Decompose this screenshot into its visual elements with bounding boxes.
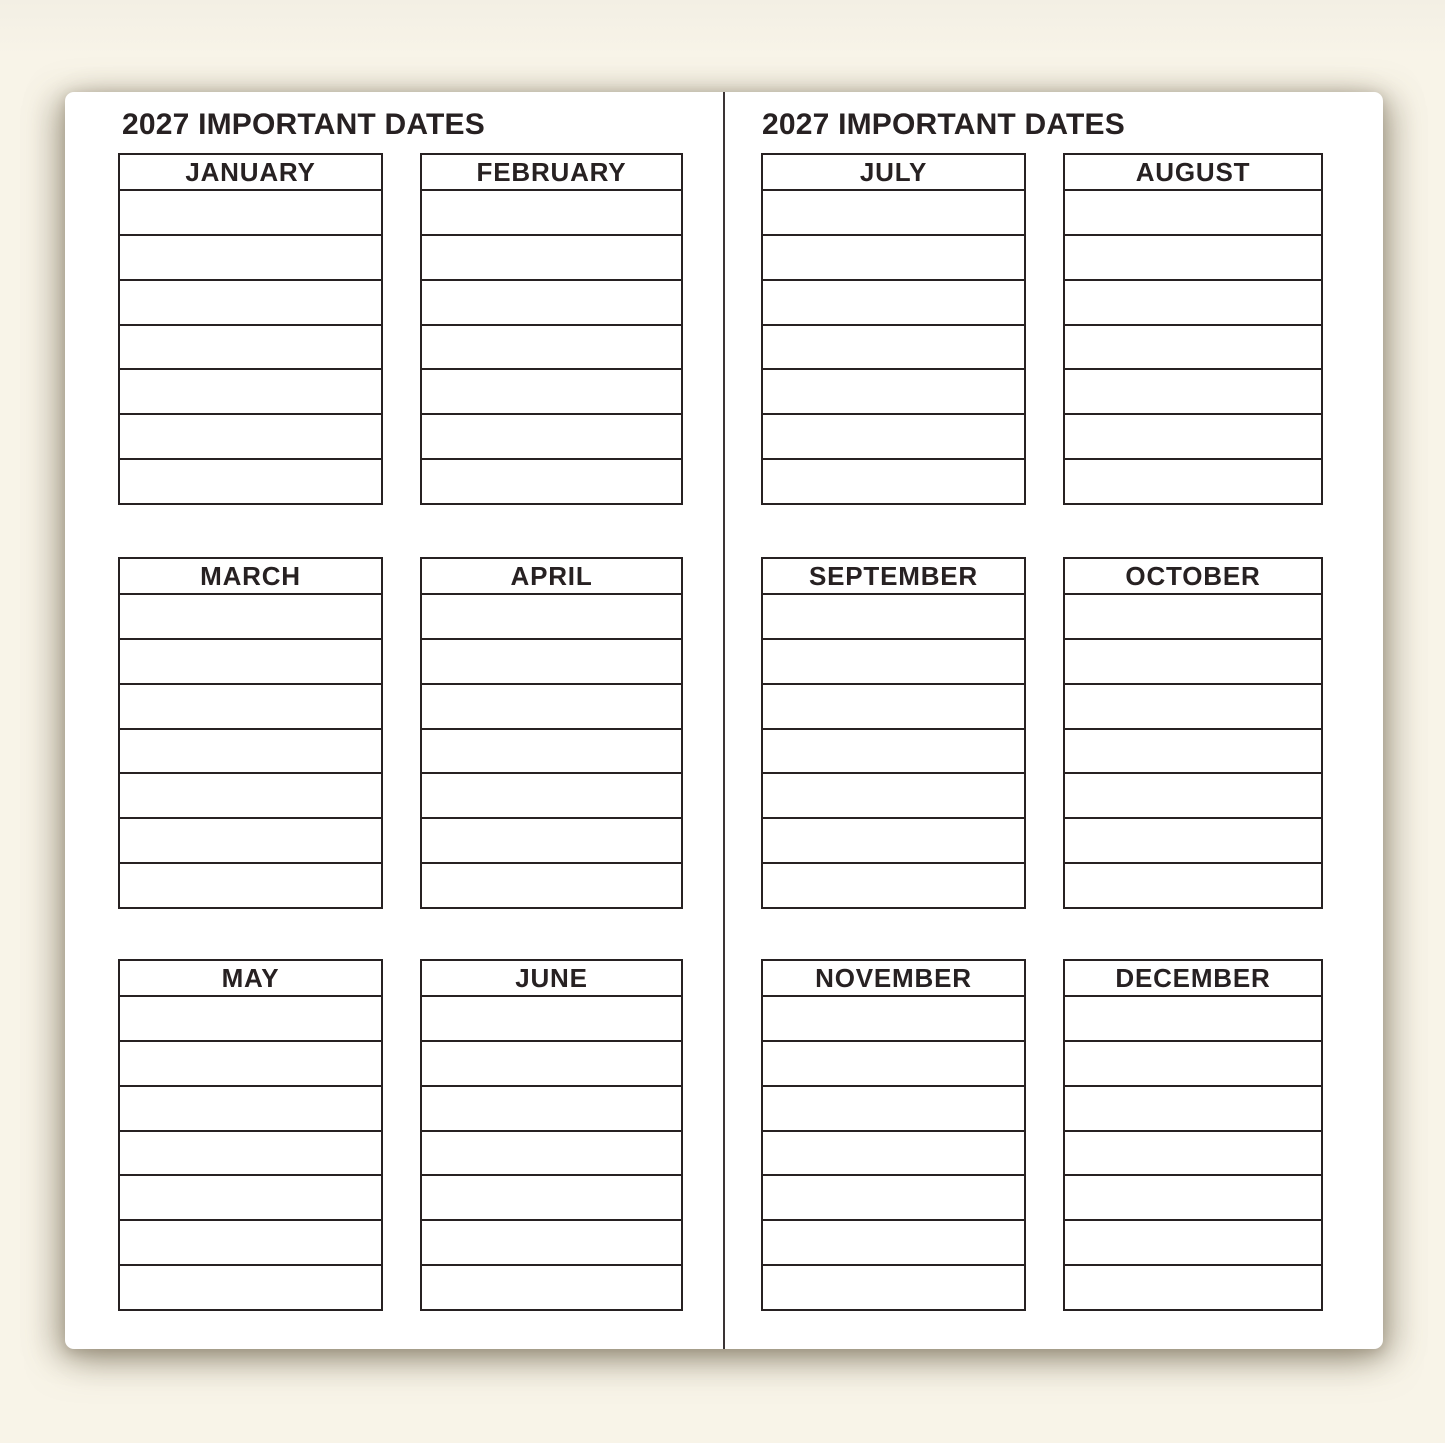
blank-entry-row	[763, 1176, 1024, 1221]
blank-entry-row	[422, 1132, 681, 1177]
blank-entry-row	[1065, 370, 1321, 415]
blank-entry-row	[120, 1132, 381, 1177]
blank-entry-row	[120, 685, 381, 730]
blank-entry-row	[422, 819, 681, 864]
blank-entry-row	[763, 370, 1024, 415]
blank-entry-row	[763, 236, 1024, 281]
blank-entry-row	[1065, 1176, 1321, 1221]
month-table-october	[1063, 557, 1323, 909]
blank-entry-row	[763, 1266, 1024, 1309]
blank-entry-row	[763, 281, 1024, 326]
blank-entry-row	[422, 595, 681, 640]
blank-entry-row	[120, 774, 381, 819]
blank-entry-row	[422, 236, 681, 281]
blank-entry-row	[120, 997, 381, 1042]
blank-entry-row	[1065, 191, 1321, 236]
month-rows-september	[763, 595, 1024, 907]
month-rows-december	[1065, 997, 1321, 1309]
blank-entry-row	[1065, 1266, 1321, 1309]
center-spine-divider	[723, 92, 725, 1349]
blank-entry-row	[422, 1176, 681, 1221]
blank-entry-row	[1065, 1221, 1321, 1266]
month-rows-march	[120, 595, 381, 907]
month-table-july	[761, 153, 1026, 505]
blank-entry-row	[1065, 774, 1321, 819]
blank-entry-row	[120, 1266, 381, 1309]
blank-entry-row	[422, 685, 681, 730]
blank-entry-row	[120, 1087, 381, 1132]
blank-entry-row	[763, 1042, 1024, 1087]
blank-entry-row	[120, 819, 381, 864]
blank-entry-row	[1065, 1087, 1321, 1132]
blank-entry-row	[763, 640, 1024, 685]
month-header-july: JULY	[763, 155, 1024, 191]
blank-entry-row	[763, 864, 1024, 907]
blank-entry-row	[120, 1176, 381, 1221]
blank-entry-row	[422, 1087, 681, 1132]
month-table-march	[118, 557, 383, 909]
month-table-august	[1063, 153, 1323, 505]
month-header-may: MAY	[120, 961, 381, 997]
blank-entry-row	[1065, 997, 1321, 1042]
blank-entry-row	[120, 370, 381, 415]
blank-entry-row	[1065, 1042, 1321, 1087]
blank-entry-row	[763, 819, 1024, 864]
blank-entry-row	[422, 1221, 681, 1266]
blank-entry-row	[422, 864, 681, 907]
blank-entry-row	[1065, 460, 1321, 503]
blank-entry-row	[763, 1132, 1024, 1177]
blank-entry-row	[120, 415, 381, 460]
month-table-november	[761, 959, 1026, 1311]
month-header-february: FEBRUARY	[422, 155, 681, 191]
blank-entry-row	[763, 191, 1024, 236]
blank-entry-row	[1065, 640, 1321, 685]
blank-entry-row	[422, 774, 681, 819]
month-header-september: SEPTEMBER	[763, 559, 1024, 595]
month-header-august: AUGUST	[1065, 155, 1321, 191]
month-rows-october	[1065, 595, 1321, 907]
blank-entry-row	[422, 415, 681, 460]
blank-entry-row	[422, 191, 681, 236]
blank-entry-row	[422, 460, 681, 503]
blank-entry-row	[763, 1087, 1024, 1132]
blank-entry-row	[1065, 595, 1321, 640]
month-table-september	[761, 557, 1026, 909]
blank-entry-row	[120, 730, 381, 775]
blank-entry-row	[763, 997, 1024, 1042]
blank-entry-row	[763, 774, 1024, 819]
month-rows-november	[763, 997, 1024, 1309]
blank-entry-row	[422, 1042, 681, 1087]
month-table-february	[420, 153, 683, 505]
blank-entry-row	[763, 415, 1024, 460]
blank-entry-row	[120, 460, 381, 503]
month-rows-july	[763, 191, 1024, 503]
blank-entry-row	[1065, 326, 1321, 371]
month-rows-june	[422, 997, 681, 1309]
blank-entry-row	[1065, 1132, 1321, 1177]
planner-open-spread	[65, 92, 1383, 1349]
blank-entry-row	[1065, 864, 1321, 907]
month-header-march: MARCH	[120, 559, 381, 595]
blank-entry-row	[120, 595, 381, 640]
blank-entry-row	[120, 281, 381, 326]
blank-entry-row	[422, 370, 681, 415]
blank-entry-row	[763, 1221, 1024, 1266]
month-header-october: OCTOBER	[1065, 559, 1321, 595]
month-rows-may	[120, 997, 381, 1309]
blank-entry-row	[422, 326, 681, 371]
month-rows-august	[1065, 191, 1321, 503]
blank-entry-row	[763, 685, 1024, 730]
month-rows-february	[422, 191, 681, 503]
blank-entry-row	[763, 326, 1024, 371]
month-rows-january	[120, 191, 381, 503]
blank-entry-row	[422, 997, 681, 1042]
blank-entry-row	[422, 640, 681, 685]
month-header-december: DECEMBER	[1065, 961, 1321, 997]
blank-entry-row	[120, 1042, 381, 1087]
month-table-may	[118, 959, 383, 1311]
month-header-april: APRIL	[422, 559, 681, 595]
blank-entry-row	[120, 1221, 381, 1266]
month-rows-april	[422, 595, 681, 907]
blank-entry-row	[422, 1266, 681, 1309]
month-table-april	[420, 557, 683, 909]
blank-entry-row	[120, 191, 381, 236]
blank-entry-row	[1065, 281, 1321, 326]
blank-entry-row	[422, 281, 681, 326]
left-page-title: 2027 IMPORTANT DATES	[122, 108, 485, 141]
month-table-june	[420, 959, 683, 1311]
blank-entry-row	[120, 864, 381, 907]
blank-entry-row	[1065, 685, 1321, 730]
blank-entry-row	[120, 640, 381, 685]
month-header-january: JANUARY	[120, 155, 381, 191]
blank-entry-row	[422, 730, 681, 775]
month-table-december	[1063, 959, 1323, 1311]
blank-entry-row	[763, 460, 1024, 503]
blank-entry-row	[1065, 730, 1321, 775]
month-table-january	[118, 153, 383, 505]
blank-entry-row	[120, 326, 381, 371]
blank-entry-row	[763, 595, 1024, 640]
month-header-june: JUNE	[422, 961, 681, 997]
blank-entry-row	[120, 236, 381, 281]
blank-entry-row	[1065, 236, 1321, 281]
blank-entry-row	[1065, 819, 1321, 864]
blank-entry-row	[1065, 415, 1321, 460]
blank-entry-row	[763, 730, 1024, 775]
month-header-november: NOVEMBER	[763, 961, 1024, 997]
right-page-title: 2027 IMPORTANT DATES	[762, 108, 1125, 141]
